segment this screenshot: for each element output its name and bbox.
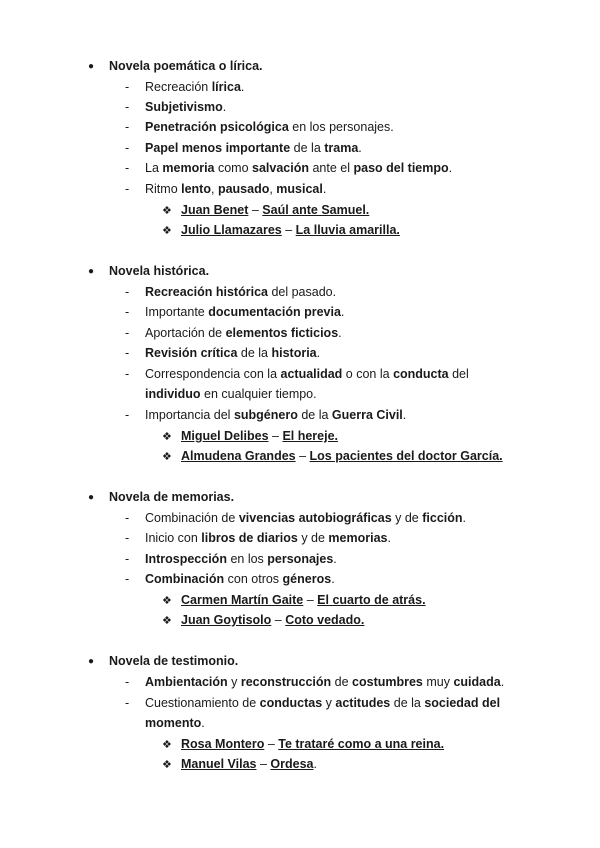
author-link[interactable]: Almudena Grandes [181,449,296,463]
author-link[interactable]: Carmen Martín Gaite [181,593,304,607]
diamond-bullet-icon: ❖ [162,205,172,217]
book-entry: ❖ Juan Goytisolo – Coto vedado. [162,610,364,630]
diamond-bullet-icon: ❖ [162,451,172,463]
diamond-bullet-icon: ❖ [162,225,172,237]
title-link[interactable]: Los pacientes del doctor García. [309,449,503,463]
bullet-icon [88,487,109,509]
book-entry: ❖ Manuel Vilas – Ordesa. [162,754,317,774]
title-link[interactable]: Te trataré como a una reina. [278,737,445,751]
list-item: - Revisión crítica de la historia. [125,346,321,360]
section-heading: ●Novela histórica. [88,261,209,281]
list-item: - Ambientación y reconstrucción de costumbres muy cuidada. [125,675,505,689]
section-heading: ●Novela poemática o lírica. [88,56,263,76]
author-link[interactable]: Juan Benet [181,203,249,217]
book-entry: ❖ Rosa Montero – Te trataré como a una reina. [162,734,444,754]
diamond-bullet-icon: ❖ [162,739,172,751]
book-entry: ❖ Carmen Martín Gaite – El cuarto de atrás. [162,590,426,610]
list-item: - Combinación con otros géneros. [125,572,335,586]
title-link[interactable]: Saúl ante Samuel. [262,203,370,217]
list-item: - Importancia del subgénero de la Guerra Civil. [125,408,407,422]
title-link[interactable]: Coto vedado. [285,613,365,627]
list-item-continuation: individuo en cualquier tiempo. [145,387,317,401]
list-item: - Cuestionamiento de conductas y actitudes de la sociedad del [125,696,501,710]
diamond-bullet-icon: ❖ [162,595,172,607]
title-link[interactable]: El hereje. [282,429,339,443]
diamond-bullet-icon: ❖ [162,431,172,443]
book-entry: ❖ Miguel Delibes – El hereje. [162,426,338,446]
list-item: - Combinación de vivencias autobiográficas y de ficción. [125,511,467,525]
list-item: - Ritmo lento, pausado, musical. [125,182,327,196]
list-item: - Recreación histórica del pasado. [125,285,337,299]
title-link[interactable]: La lluvia amarilla. [295,223,400,237]
bullet-icon [88,56,109,78]
bullet-icon [88,651,109,673]
book-entry: ❖ Julio Llamazares – La lluvia amarilla. [162,220,400,240]
list-item: - Inicio con libros de diarios y de memorias. [125,531,391,545]
list-item: - Aportación de elementos ficticios. [125,326,342,340]
bullet-icon [88,261,109,283]
author-link[interactable]: Juan Goytisolo [181,613,272,627]
book-entry: ❖ Juan Benet – Saúl ante Samuel. [162,200,369,220]
list-item: - Papel menos importante de la trama. [125,141,362,155]
list-item: - La memoria como salvación ante el paso del tiempo. [125,161,453,175]
section-heading: ●Novela de testimonio. [88,651,238,671]
title-link[interactable]: El cuarto de atrás. [317,593,426,607]
list-item: - Introspección en los personajes. [125,552,337,566]
list-item: - Correspondencia con la actualidad o con la conducta del [125,367,469,381]
list-item: - Importante documentación previa. [125,305,345,319]
title-link[interactable]: Ordesa [270,757,314,771]
author-link[interactable]: Manuel Vilas [181,757,257,771]
diamond-bullet-icon: ❖ [162,759,172,771]
book-entry: ❖ Almudena Grandes – Los pacientes del doctor García. [162,446,503,466]
list-item: - Penetración psicológica en los personajes. [125,120,394,134]
list-item-continuation: momento. [145,716,205,730]
diamond-bullet-icon: ❖ [162,615,172,627]
author-link[interactable]: Julio Llamazares [181,223,282,237]
author-link[interactable]: Rosa Montero [181,737,265,751]
section-heading: ●Novela de memorias. [88,487,234,507]
list-item: - Recreación lírica. [125,80,245,94]
author-link[interactable]: Miguel Delibes [181,429,269,443]
list-item: - Subjetivismo. [125,100,227,114]
